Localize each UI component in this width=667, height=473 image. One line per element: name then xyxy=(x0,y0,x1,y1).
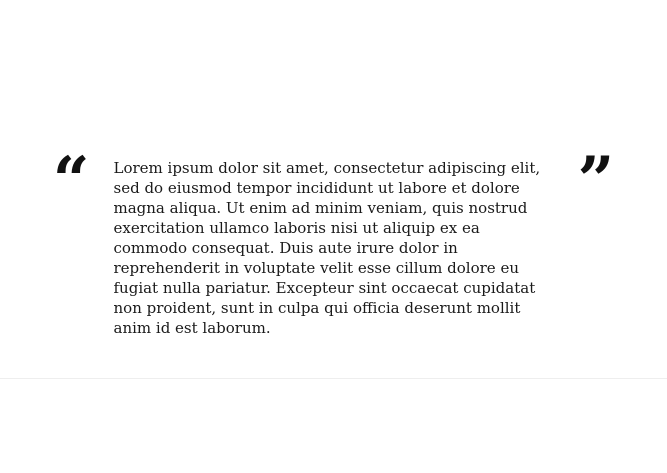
open-quote-icon: “ xyxy=(52,143,90,218)
quote-text: Lorem ipsum dolor sit amet, consectetur adipiscing elit, sed do eiusmod tempor incididunt ut labore et dolore magna aliqua. Ut enim ad minim veniam, quis nostrud exercitation ullamco laboris nisi ut aliquip ex ea commodo consequat. Duis aute irure dolor in reprehenderit in voluptate velit esse cillum dolore eu fugiat nulla pariatur. Excepteur sint occaecat cupidatat non proident, sunt in culpa qui officia deserunt mollit anim id est laborum. xyxy=(113,159,541,337)
section-divider xyxy=(0,378,667,379)
close-quote-icon: ” xyxy=(577,143,615,218)
